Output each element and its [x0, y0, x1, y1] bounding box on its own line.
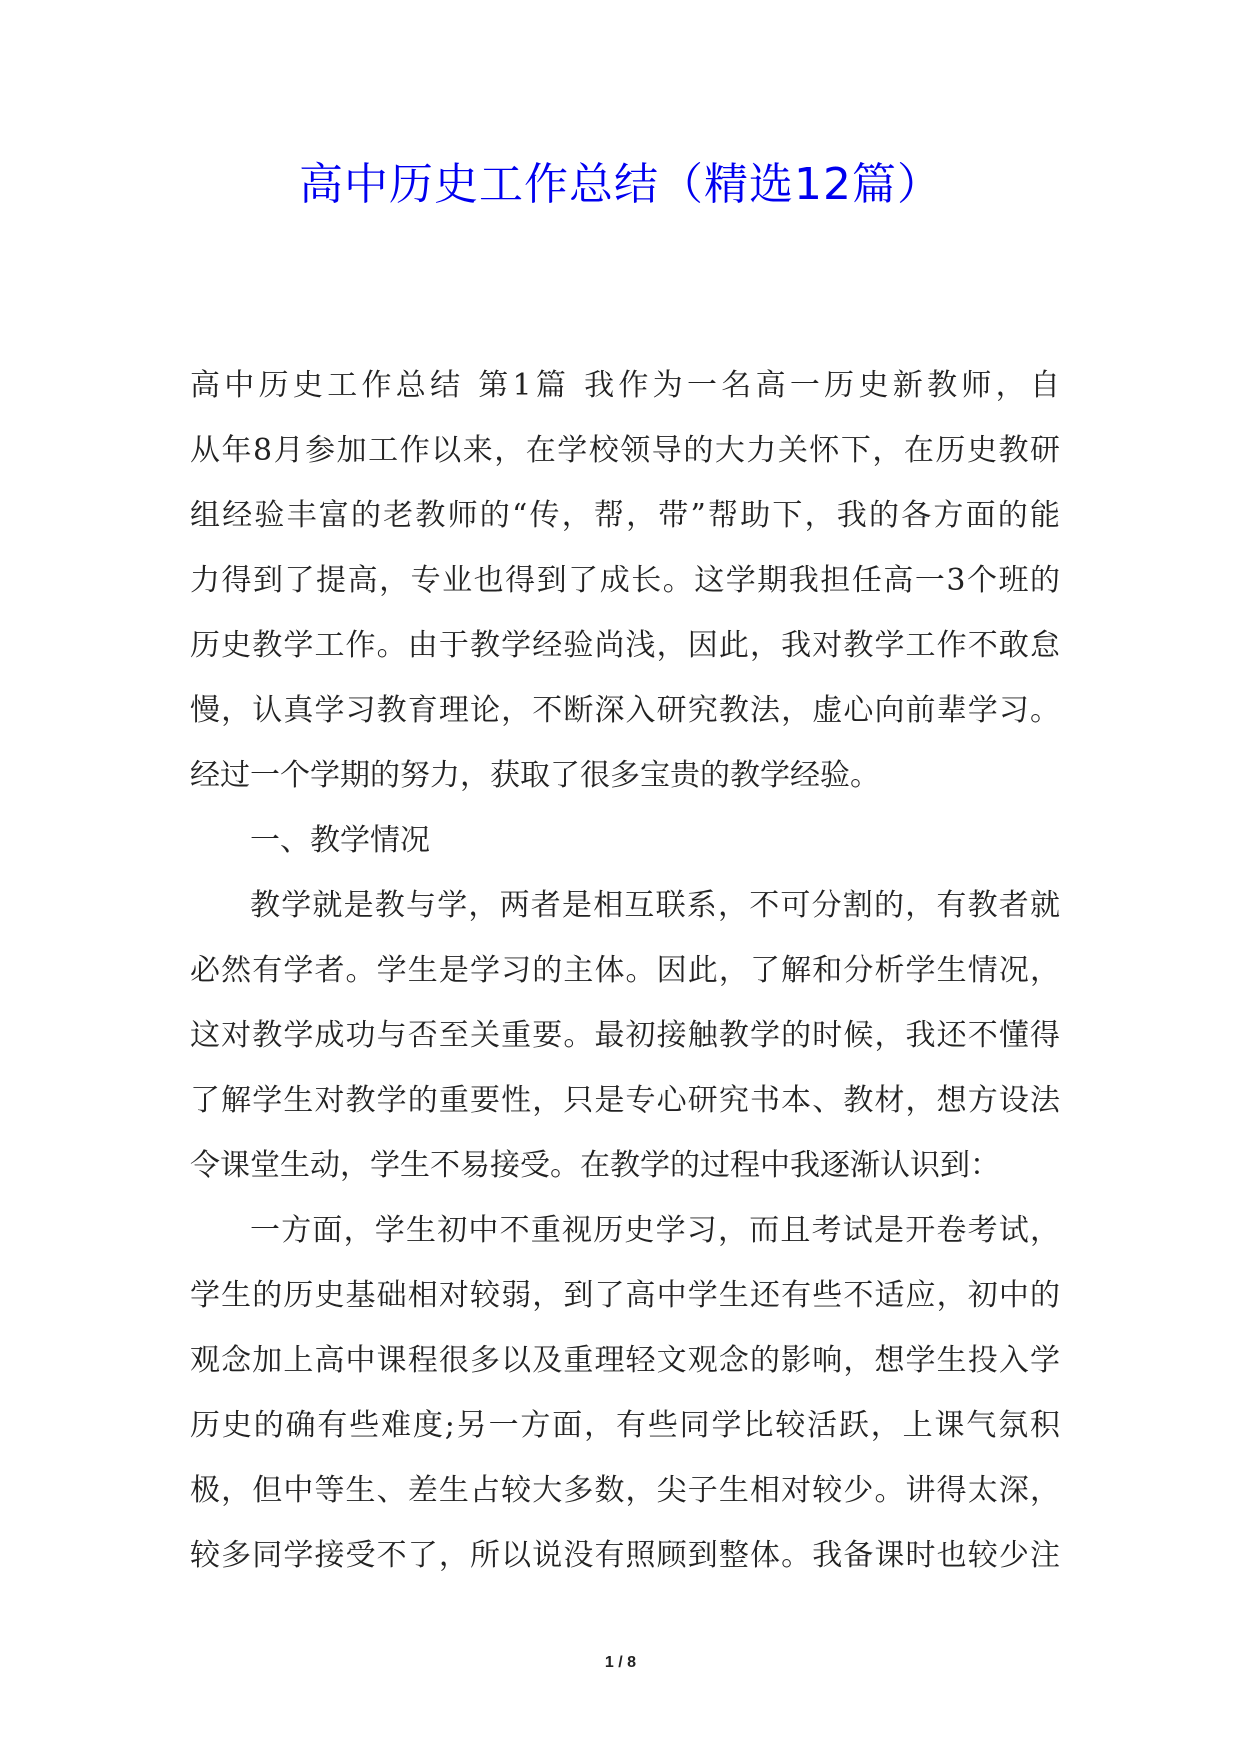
- page-number: 1 / 8: [604, 1654, 637, 1671]
- text-line: 历史教学工作。由于教学经验尚浅，因此，我对教学工作不敢怠: [190, 628, 1060, 663]
- text-line: 观念加上高中课程很多以及重理轻文观念的影响，想学生投入学: [190, 1343, 1060, 1378]
- text-line: 令课堂生动，学生不易接受。在教学的过程中我逐渐认识到：: [190, 1148, 1000, 1183]
- text-line: 极，但中等生、差生占较大多数，尖子生相对较少。讲得太深，: [190, 1473, 1060, 1508]
- document-body: [190, 353, 1060, 1588]
- text-line: 组经验丰富的老教师的“传，帮，带”帮助下，我的各方面的能: [190, 498, 1060, 533]
- text-line: 慢，认真学习教育理论，不断深入研究教法，虚心向前辈学习。: [190, 693, 1060, 728]
- text-line: 教学就是教与学，两者是相互联系，不可分割的，有教者就: [250, 888, 1060, 923]
- text-line: 了解学生对教学的重要性，只是专心研究书本、教材，想方设法: [190, 1083, 1060, 1118]
- text-line: 从年8月参加工作以来，在学校领导的大力关怀下，在历史教研: [190, 433, 1060, 468]
- document-title: 高中历史工作总结（精选12篇）: [299, 159, 942, 210]
- text-line: 学生的历史基础相对较弱，到了高中学生还有些不适应，初中的: [190, 1278, 1060, 1313]
- text-line: 历史的确有些难度;另一方面，有些同学比较活跃，上课气氛积: [190, 1408, 1060, 1443]
- text-line: 必然有学者。学生是学习的主体。因此，了解和分析学生情况，: [190, 953, 1060, 988]
- text-line: 较多同学接受不了，所以说没有照顾到整体。我备课时也较少注: [190, 1538, 1060, 1573]
- text-line: 一方面，学生初中不重视历史学习，而且考试是开卷考试，: [250, 1213, 1060, 1248]
- text-line: 高中历史工作总结 第1篇 我作为一名高一历史新教师，自: [190, 368, 1060, 403]
- text-line: 经过一个学期的努力，获取了很多宝贵的教学经验。: [190, 758, 880, 793]
- text-line: 一、教学情况: [250, 823, 430, 858]
- text-line: 这对教学成功与否至关重要。最初接触教学的时候，我还不懂得: [190, 1018, 1060, 1053]
- text-line: 力得到了提高，专业也得到了成长。这学期我担任高一3个班的: [190, 563, 1060, 598]
